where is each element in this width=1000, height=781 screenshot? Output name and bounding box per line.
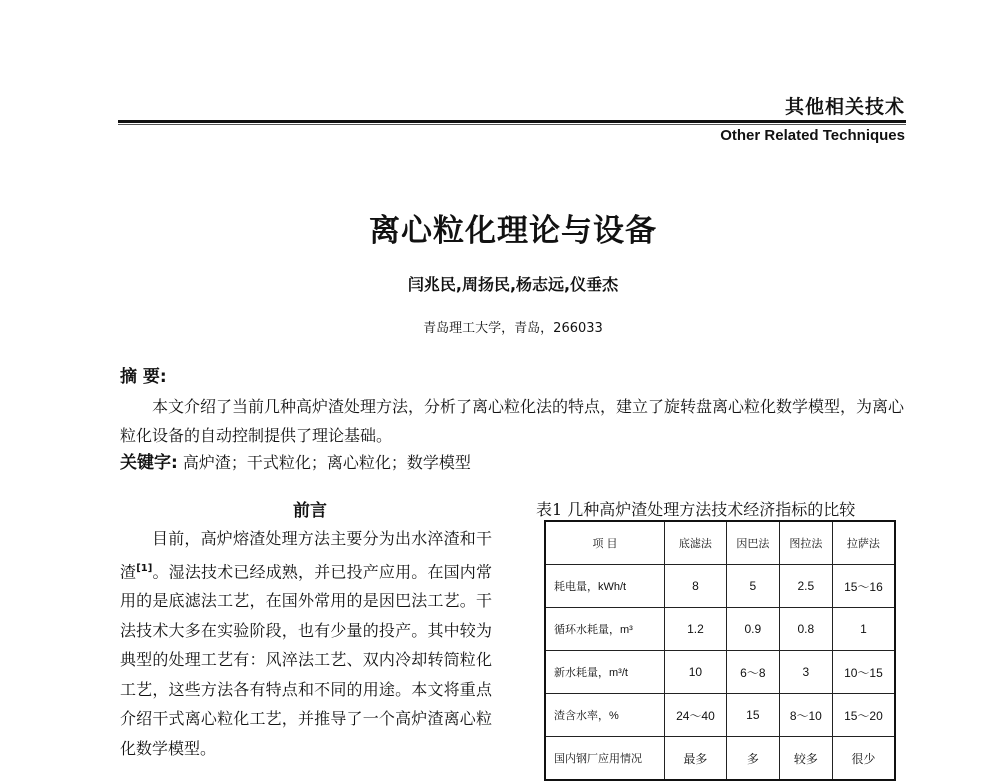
abstract-text: 本文介绍了当前几种高炉渣处理方法，分析了离心粒化法的特点，建立了旋转盘离心粒化数学模型，为离心粒化设备的自动控制提供了理论基础。 xyxy=(120,397,905,445)
table-cell: 最多 xyxy=(665,737,727,781)
paper-authors: 闫兆民,周扬民,杨志远,仪垂杰 xyxy=(407,275,619,294)
keywords-label: 关键字: xyxy=(120,453,178,473)
comparison-table xyxy=(544,520,896,781)
table-cell: 5 xyxy=(726,565,779,608)
table-cell: 0.8 xyxy=(779,608,832,651)
table-row-label: 渣含水率，% xyxy=(545,694,665,737)
intro-title: 前言 xyxy=(293,501,327,521)
table-row xyxy=(545,694,895,737)
table-row xyxy=(545,651,895,694)
table-cell: 1.2 xyxy=(665,608,727,651)
keywords-text: 高炉渣；干式粒化；离心粒化；数学模型 xyxy=(182,453,471,472)
table-caption: 表1 几种高炉渣处理方法技术经济指标的比较 xyxy=(536,500,856,519)
table-row-label: 新水耗量，m³/t xyxy=(545,651,665,694)
table-header-cell: 图拉法 xyxy=(779,521,832,565)
table-cell: 6～8 xyxy=(726,651,779,694)
table-cell: 多 xyxy=(726,737,779,781)
table-cell: 3 xyxy=(779,651,832,694)
header-rule-thin xyxy=(118,124,906,125)
table-header-cell: 因巴法 xyxy=(726,521,779,565)
header-section-cn: 其他相关技术 xyxy=(784,96,905,118)
table-cell: 1 xyxy=(832,608,895,651)
table-cell: 15～16 xyxy=(832,565,895,608)
table-cell: 0.9 xyxy=(726,608,779,651)
table-cell: 10 xyxy=(665,651,727,694)
table-cell: 24～40 xyxy=(665,694,727,737)
citation-ref[interactable]: [1] xyxy=(136,562,153,574)
paper-title: 离心粒化理论与设备 xyxy=(369,213,657,249)
intro-text-part2: 。湿法技术已经成熟，并已投产应用。在国内常用的是底滤法工艺，在国外常用的是因巴法工艺。干法技术大多在实验阶段，也有少量的投产。其中较为典型的处理工艺有：风淬法工艺、双内冷却转筒粒化工艺，这些方法各有特点和不同的用途。本文将重点介绍干式离心粒化工艺，并推导了一个高炉渣离心粒化数学模型。 xyxy=(120,561,492,758)
table-cell: 15 xyxy=(726,694,779,737)
table-row-label: 循环水耗量，m³ xyxy=(545,608,665,651)
table-header-cell: 项 目 xyxy=(545,521,665,565)
table-row-label: 国内钢厂应用情况 xyxy=(545,737,665,781)
intro-text-part1: 目前，高炉熔渣处理方法主要分为出水淬渣和干渣 xyxy=(120,529,492,581)
header-rule xyxy=(118,120,906,123)
table-header-row xyxy=(545,521,895,565)
keywords xyxy=(120,448,471,473)
intro-body xyxy=(120,524,492,763)
table-cell: 8～10 xyxy=(779,694,832,737)
paper-affiliation: 青岛理工大学，青岛，266033 xyxy=(423,321,603,336)
table-cell: 很少 xyxy=(832,737,895,781)
abstract-label: 摘 要: xyxy=(120,367,167,387)
header-section-en: Other Related Techniques xyxy=(720,127,905,144)
table-cell: 8 xyxy=(665,565,727,608)
table-body xyxy=(545,565,895,781)
table-cell: 15～20 xyxy=(832,694,895,737)
table-cell: 较多 xyxy=(779,737,832,781)
table-cell: 10～15 xyxy=(832,651,895,694)
table-row xyxy=(545,737,895,781)
table-row-label: 耗电量，kWh/t xyxy=(545,565,665,608)
table-row xyxy=(545,565,895,608)
table-header-cell: 拉萨法 xyxy=(832,521,895,565)
table-cell: 2.5 xyxy=(779,565,832,608)
table-row xyxy=(545,608,895,651)
table-header-cell: 底滤法 xyxy=(665,521,727,565)
